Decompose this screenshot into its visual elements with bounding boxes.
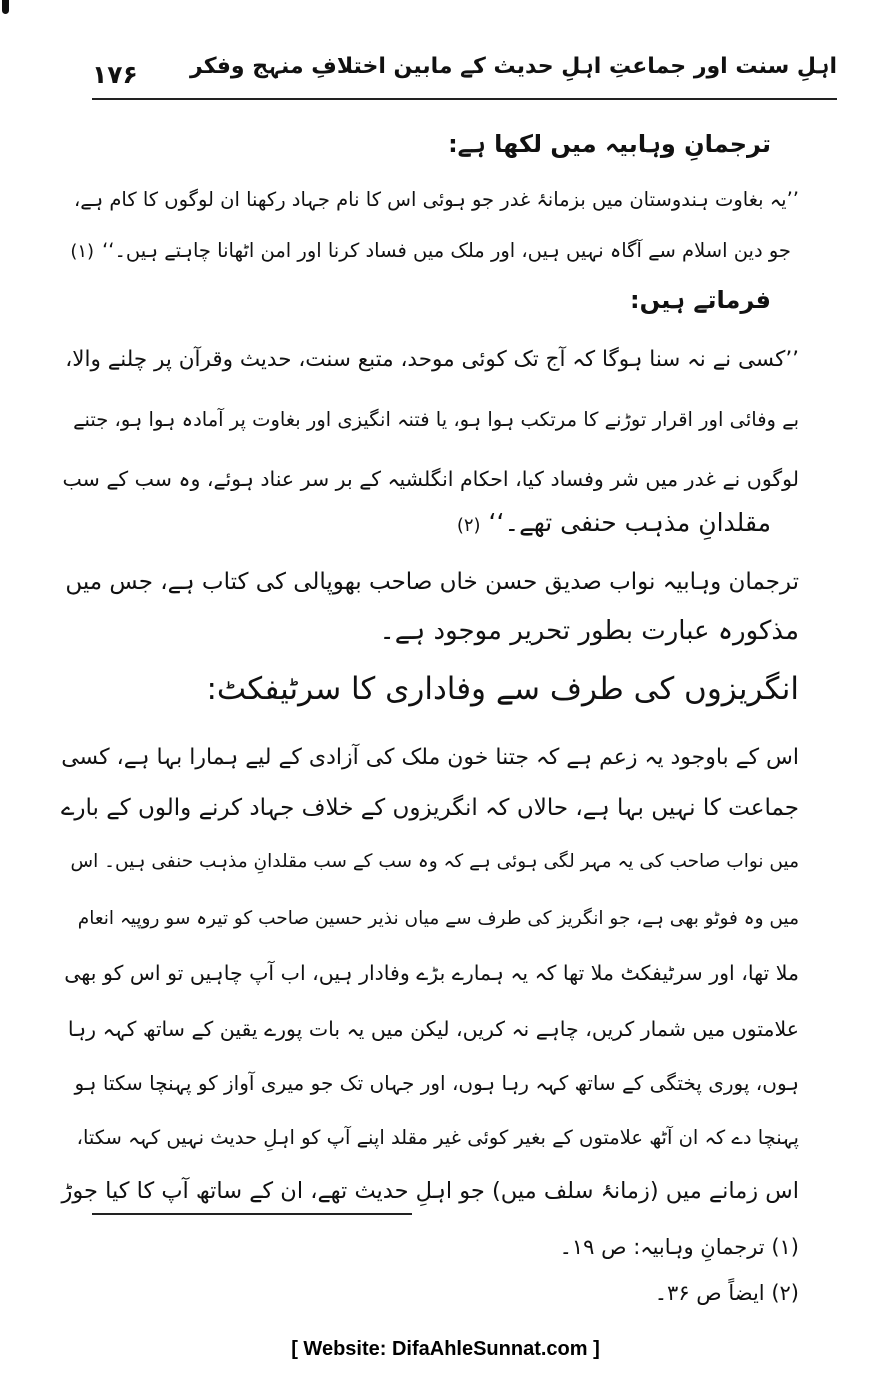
paragraph-line: جماعت کا نہیں بہا ہے، حالاں کہ انگریزوں کے خلاف جہاد کرنے والوں کے بارے [60,795,799,821]
paragraph-line: میں نواب صاحب کی یہ مہر لگی ہوئی ہے کہ وہ سب کے سب مقلدانِ مذہب حنفی ہیں۔ اس [70,851,799,872]
paragraph-line: مذکورہ عبارت بطور تحریر موجود ہے۔ [379,616,799,646]
paragraph-line: میں وہ فوٹو بھی ہے، جو انگریز کی طرف سے میاں نذیر حسین صاحب کو تیرہ سو روپیہ انعام [77,908,799,929]
corner-mark [2,0,9,14]
quote2-line [457,506,771,543]
header-title: اہلِ سنت اور جماعتِ اہلِ حدیث کے مابین اختلافِ منہج وفکر [190,54,837,79]
quote2-line: لوگوں نے غدر میں شر وفساد کیا، احکام انگلشیہ کے بر سر عناد ہوئے، وہ سب کے سب [62,467,799,491]
footnote: (۲) ایضاً ص ۳۶۔ [654,1281,799,1305]
says-heading: فرماتے ہیں: [630,286,771,314]
section-heading: انگریزوں کی طرف سے وفاداری کا سرٹیفکٹ: [206,671,799,707]
footnote-ref-2: (۲) [456,515,481,536]
quote2-line: ’’کسی نے نہ سنا ہوگا کہ آج تک کوئی موحد، متبع سنت، حدیث وقرآن پر چلنے والا، [65,347,799,372]
quote1-line [70,234,791,269]
paragraph-line: علامتوں میں شمار کریں، چاہے نہ کریں، لیکن میں یہ بات پورے یقین کے ساتھ کہہ رہا [67,1017,799,1041]
page-number: ۱۷۶ [92,60,138,89]
paragraph-line: اس کے باوجود یہ زعم ہے کہ جتنا خون ملک کی آزادی کے لیے ہمارا بہا ہے، کسی [61,745,799,770]
footnote-divider [92,1213,412,1215]
footnote-ref-1: (۱) [70,241,95,262]
intro-heading: ترجمانِ وہابیہ میں لکھا ہے: [448,130,771,158]
paragraph-line: پہنچا دے کہ ان آٹھ علامتوں کے بغیر کوئی غیر مقلد اپنے آپ کو اہلِ حدیث نہیں کہہ سکتا، [76,1126,799,1149]
paragraph-line: ترجمان وہابیہ نواب صدیق حسن خاں صاحب بھوپالی کی کتاب ہے، جس میں [65,569,799,595]
quote1-line: ’’یہ بغاوت ہندوستان میں بزمانۂ غدر جو ہوئی اس کا نام جہاد رکھنا ان لوگوں کا کام ہے، [74,188,799,211]
paragraph-line: ہوں، پوری پختگی کے ساتھ کہہ رہا ہوں، اور جہاں تک جو میری آواز کو پہنچا سکتا ہو [74,1071,799,1095]
paragraph-line: اس زمانے میں (زمانۂ سلف میں) جو اہلِ حدیث تھے، ان کے ساتھ آپ کا کیا جوڑ [61,1178,799,1204]
quote2-text: مقلدانِ مذہب حنفی تھے۔‘‘ [488,508,771,537]
running-header [92,50,837,100]
footnote: (۱) ترجمانِ وہابیہ: ص ۱۹۔ [559,1235,799,1259]
website-footer: [ Website: DifaAhleSunnat.com ] [291,1338,600,1360]
paragraph-line: ملا تھا، اور سرٹیفکٹ ملا تھا کہ یہ ہمارے بڑے وفادار ہیں، اب آپ چاہیں تو اس کو بھی [64,961,799,985]
quote2-line: بے وفائی اور اقرار توڑنے کا مرتکب ہوا ہو، یا فتنہ انگیزی اور بغاوت پر آمادہ ہوا ہو، جتنے [73,408,799,431]
quote1-text: جو دین اسلام سے آگاہ نہیں ہیں، اور ملک میں فساد کرنا اور امن اٹھانا چاہتے ہیں۔‘‘ [102,239,791,262]
